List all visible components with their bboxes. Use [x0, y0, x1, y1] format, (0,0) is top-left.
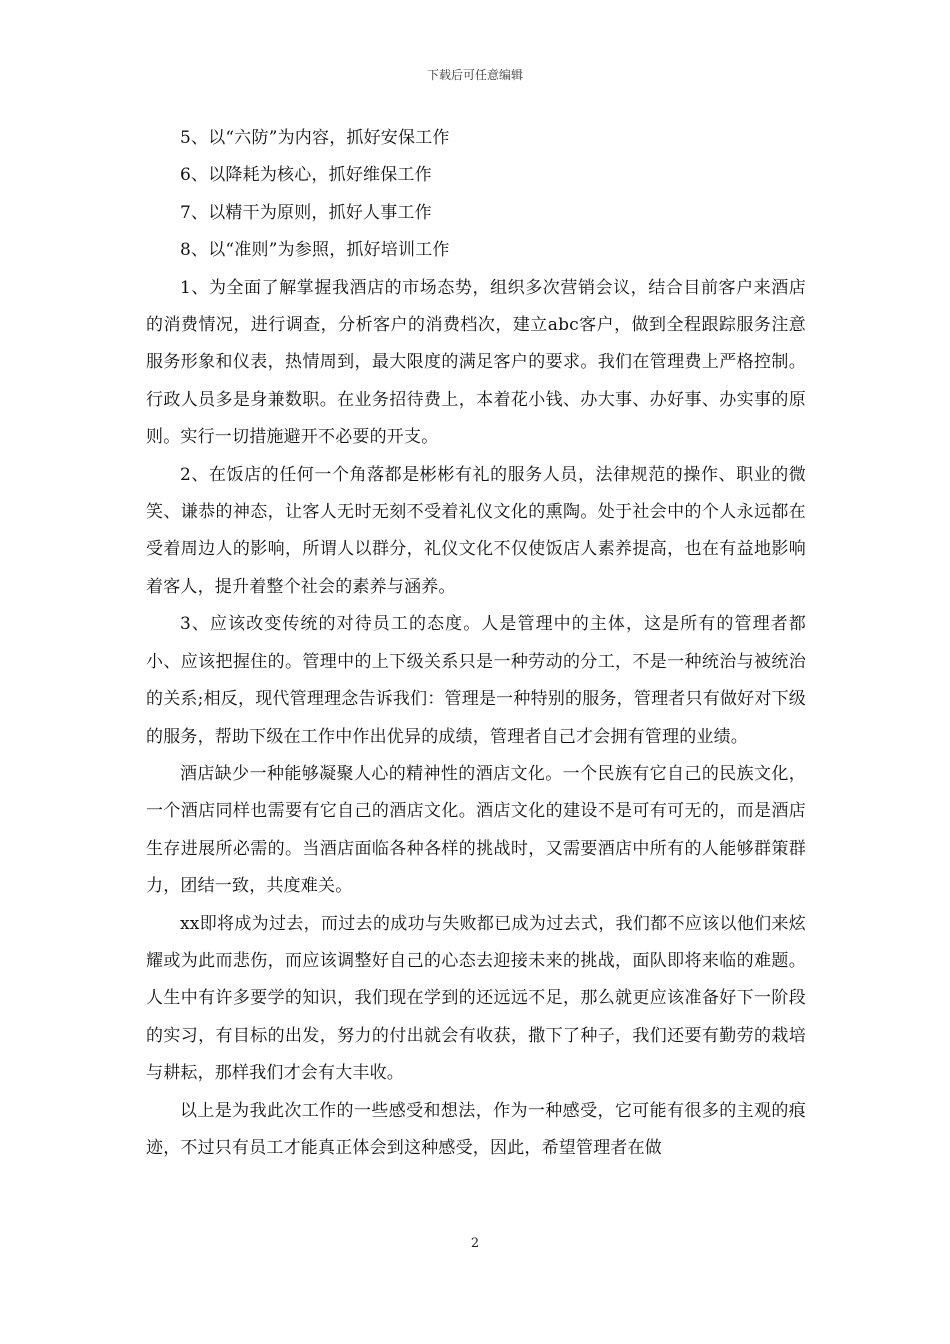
paragraph-3: 3、应该改变传统的对待员工的态度。人是管理中的主体，这是所有的管理者都小、应该把握住的。管理中的上下级关系只是一种劳动的分工，不是一种统治与被统治的关系;相反，现代管理理念告诉我们：管理是一种特别的服务，管理者只有做好对下级的服务，帮助下级在工作中作出优异的成绩，管理者自己才会拥有管理的业绩。 — [146, 614, 806, 747]
list-item-8: 8、以“准则”为参照，抓好培训工作 — [180, 240, 450, 261]
list-item-5: 5、以“六防”为内容，抓好安保工作 — [180, 128, 450, 148]
paragraph-2: 2、在饭店的任何一个角落都是彬彬有礼的服务人员，法律规范的操作、职业的微笑、谦恭的神态，让客人无时无刻不受着礼仪文化的熏陶。处于社会中的个人永远都在受着周边人的影响，所谓人以群分，礼仪文化不仅使饭店人素养提高，也在有益地影响着客人，提升着整个社会的素养与涵养。 — [146, 464, 806, 597]
page-header-note: 下载后可任意编辑 — [426, 68, 523, 82]
list-item-7: 7、以精干为原则，抓好人事工作 — [180, 202, 432, 223]
page-number: 2 — [470, 1236, 480, 1251]
paragraph-1: 1、为全面了解掌握我酒店的市场态势，组织多次营销会议，结合目前客户来酒店的消费情况，进行调查，分析客户的消费档次，建立abc客户，做到全程跟踪服务注意服务形象和仪表，热情周到，最大限度的满足客户的要求。我们在管理费上严格控制。行政人员多是身兼数职。在业务招待费上，本着花小钱、办大事、办好事、办实事的原则。实行一切措施避开不必要的开支。 — [146, 277, 806, 448]
list-item-6: 6、以降耗为核心，抓好维保工作 — [180, 165, 432, 186]
paragraph-conclusion: 以上是为我此次工作的一些感受和想法，作为一种感受，它可能有很多的主观的痕迹，不过只有员工才能真正体会到这种感受，因此，希望管理者在做 — [146, 1100, 806, 1158]
paragraph-xx: xx即将成为过去，而过去的成功与失败都已成为过去式，我们都不应该以他们来炫耀或为此而悲伤，而应该调整好自己的心态去迎接未来的挑战，面队即将来临的难题。人生中有许多要学的知识，我们现在学到的还远远不足，那么就更应该准备好下一阶段的实习，有目标的出发，努力的付出就会有收获，撒下了种子，我们还要有勤劳的栽培与耕耘，那样我们才会有大丰收。 — [146, 913, 806, 1084]
paragraph-hotel-culture: 酒店缺少一种能够凝聚人心的精神性的酒店文化。一个民族有它自己的民族文化，一个酒店同样也需要有它自己的酒店文化。酒店文化的建设不是可有可无的，而是酒店生存进展所必需的。当酒店面临各种各样的挑战时，又需要酒店中所有的人能够群策群力，团结一致，共度难关。 — [146, 763, 806, 897]
document-body — [146, 120, 806, 1167]
